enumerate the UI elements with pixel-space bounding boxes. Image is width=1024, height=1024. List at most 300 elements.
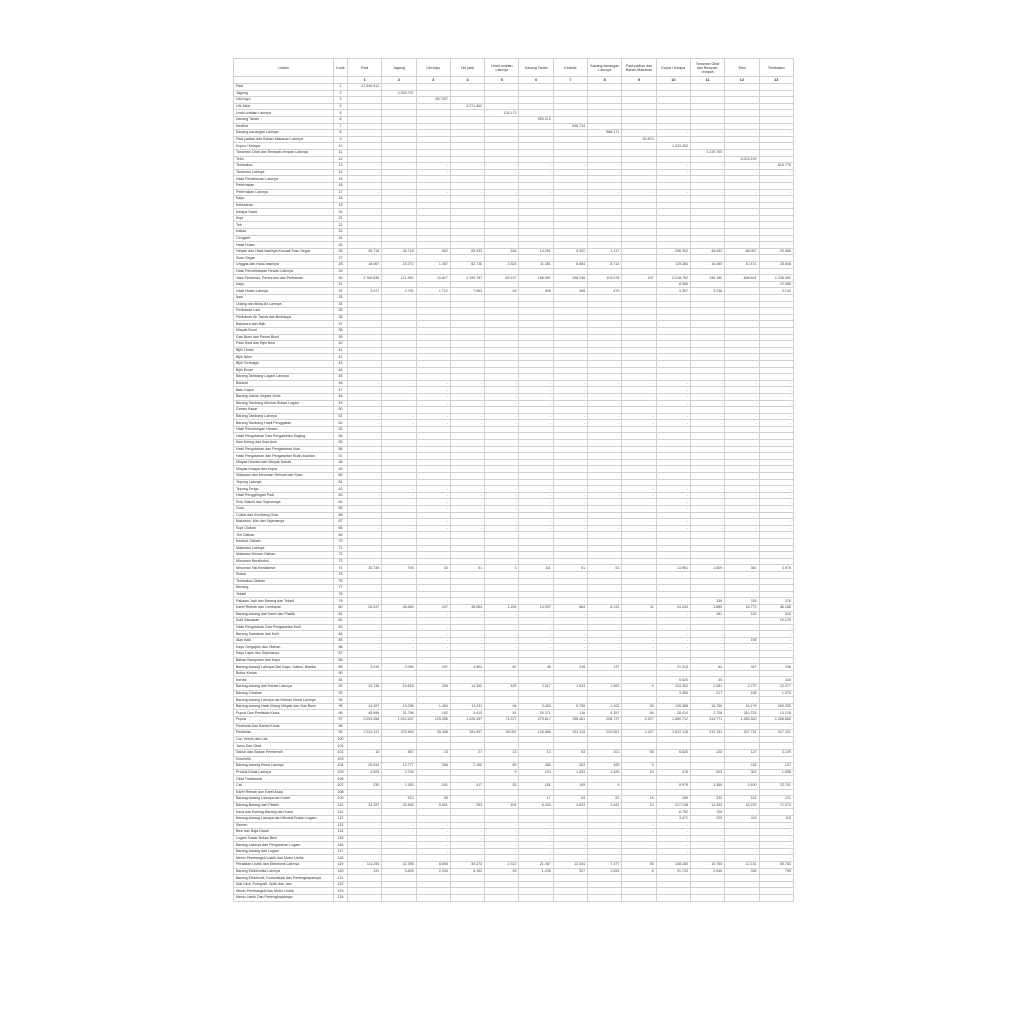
table-cell (519, 881, 553, 888)
row-label: Kulit Samakan (234, 618, 334, 625)
table-cell (450, 651, 484, 658)
row-code: 59 (334, 466, 348, 473)
table-cell (485, 888, 519, 895)
table-cell: 13.311 (450, 703, 484, 710)
table-cell (690, 657, 724, 664)
table-cell (519, 532, 553, 539)
table-cell (656, 446, 690, 453)
table-cell (553, 202, 587, 209)
table-cell (622, 453, 656, 460)
table-cell (416, 222, 450, 229)
io-table (233, 58, 794, 902)
table-cell: - (416, 835, 450, 842)
table-cell (485, 407, 519, 414)
table-cell (519, 677, 553, 684)
table-cell: - (485, 644, 519, 651)
table-cell: 5.620 (656, 677, 690, 684)
table-cell (553, 453, 587, 460)
table-cell: - (450, 723, 484, 730)
table-cell: - (485, 631, 519, 638)
table-cell (382, 327, 416, 334)
table-cell: - (416, 486, 450, 493)
table-cell (382, 367, 416, 374)
table-cell (519, 156, 553, 163)
table-row (234, 262, 794, 269)
table-cell (450, 578, 484, 585)
table-cell: - (622, 829, 656, 836)
table-cell (519, 433, 553, 440)
table-cell: - (485, 829, 519, 836)
table-cell (450, 532, 484, 539)
row-code: 96 (334, 710, 348, 717)
table-cell (485, 136, 519, 143)
table-cell: - (519, 163, 553, 170)
table-cell (656, 301, 690, 308)
table-cell (553, 354, 587, 361)
table-cell: 6.131 (588, 604, 622, 611)
table-cell: - (759, 393, 793, 400)
table-cell: - (348, 848, 382, 855)
row-code: 108 (334, 789, 348, 796)
table-cell (382, 130, 416, 137)
table-cell (382, 651, 416, 658)
table-cell: - (450, 189, 484, 196)
table-cell (519, 90, 553, 97)
table-cell (588, 440, 622, 447)
row-code: 63 (334, 492, 348, 499)
table-cell (622, 176, 656, 183)
table-cell (519, 229, 553, 236)
table-cell: - (348, 387, 382, 394)
table-cell: - (416, 499, 450, 506)
table-cell (759, 182, 793, 189)
table-cell: - (759, 499, 793, 506)
row-label: Kacang-kacangan Lainnya (234, 130, 334, 137)
table-cell (690, 571, 724, 578)
table-cell (690, 202, 724, 209)
table-cell (725, 110, 759, 117)
table-cell (759, 585, 793, 592)
table-cell: - (759, 169, 793, 176)
row-code: 44 (334, 367, 348, 374)
row-label: Gas Bumi dan Panas Bumi (234, 334, 334, 341)
table-cell: - (622, 842, 656, 849)
table-cell: - (382, 842, 416, 849)
table-cell (588, 756, 622, 763)
table-cell: 2.190 (450, 763, 484, 770)
column-number: 13 (759, 77, 793, 84)
table-cell: - (416, 380, 450, 387)
table-cell (725, 888, 759, 895)
table-cell (725, 670, 759, 677)
table-cell (553, 690, 587, 697)
table-cell: - (759, 631, 793, 638)
table-cell: - (519, 499, 553, 506)
table-cell: - (656, 130, 690, 137)
table-cell (485, 473, 519, 480)
table-cell (416, 809, 450, 816)
table-cell: - (759, 835, 793, 842)
table-cell (588, 360, 622, 367)
table-cell (382, 347, 416, 354)
table-row (234, 690, 794, 697)
table-cell: 6.620 (656, 749, 690, 756)
table-cell: 125.356 (416, 717, 450, 724)
table-cell (519, 756, 553, 763)
table-cell (485, 677, 519, 684)
row-label: Teh Olahan (234, 532, 334, 539)
table-row (234, 196, 794, 203)
table-cell (759, 875, 793, 882)
table-cell: 246 (759, 664, 793, 671)
table-cell (553, 314, 587, 321)
row-label: Makanan Hewan Olahan (234, 552, 334, 559)
table-row (234, 862, 794, 869)
table-cell: - (416, 842, 450, 849)
table-cell (485, 426, 519, 433)
row-code: 9 (334, 136, 348, 143)
table-cell (622, 308, 656, 315)
table-cell: 191.997 (450, 730, 484, 737)
table-cell: 9 (622, 684, 656, 691)
table-cell (759, 90, 793, 97)
table-cell: 1.043.452 (656, 143, 690, 150)
table-row (234, 453, 794, 460)
table-cell: 25.371 (519, 710, 553, 717)
table-cell: 1.712 (416, 288, 450, 295)
row-label: Barang Galian Segala Jenis (234, 393, 334, 400)
table-cell (348, 875, 382, 882)
table-cell: - (759, 637, 793, 644)
row-code: 104 (334, 763, 348, 770)
table-cell: 513 (382, 796, 416, 803)
row-label: Barang-barang Hasil Kilang Minyak dan Gas Bumi (234, 703, 334, 710)
table-cell: 55 (416, 796, 450, 803)
table-cell (553, 446, 587, 453)
table-cell: - (725, 400, 759, 407)
table-cell (690, 558, 724, 565)
row-label: Barang-barang Lainnya dari Karet (234, 796, 334, 803)
table-cell (450, 769, 484, 776)
table-cell: 534 (485, 248, 519, 255)
table-cell: - (382, 519, 416, 526)
table-cell (382, 334, 416, 341)
row-code: 90 (334, 670, 348, 677)
table-cell: - (416, 492, 450, 499)
table-cell (690, 314, 724, 321)
table-cell (450, 512, 484, 519)
table-cell: - (348, 519, 382, 526)
table-cell (656, 354, 690, 361)
table-cell (416, 182, 450, 189)
table-row (234, 585, 794, 592)
table-cell (416, 314, 450, 321)
table-row (234, 387, 794, 394)
row-code: 1 (334, 84, 348, 91)
table-cell (690, 426, 724, 433)
column-header: Tembakau (759, 59, 793, 77)
table-cell (348, 327, 382, 334)
column-header: Tanaman Obat dan Rempah-rempah (690, 59, 724, 77)
table-cell: 3.471 (656, 815, 690, 822)
table-cell: - (759, 387, 793, 394)
table-cell (348, 255, 382, 262)
table-cell: - (588, 598, 622, 605)
table-cell (656, 651, 690, 658)
table-row (234, 400, 794, 407)
table-cell: - (485, 637, 519, 644)
table-cell (690, 459, 724, 466)
table-cell (416, 433, 450, 440)
row-code: 124 (334, 895, 348, 902)
table-cell: 1.117 (588, 248, 622, 255)
table-cell: - (382, 829, 416, 836)
table-cell (622, 235, 656, 242)
table-cell: 10 (622, 802, 656, 809)
table-cell (553, 888, 587, 895)
table-cell: - (519, 400, 553, 407)
table-cell: - (759, 842, 793, 849)
table-cell (416, 545, 450, 552)
table-cell (519, 618, 553, 625)
row-label: Ikan (234, 295, 334, 302)
table-cell: - (725, 723, 759, 730)
table-cell: 17 (519, 796, 553, 803)
table-cell: - (485, 420, 519, 427)
table-cell (622, 756, 656, 763)
table-cell: - (656, 163, 690, 170)
table-cell: - (519, 842, 553, 849)
row-label: Obat Tradisional (234, 776, 334, 783)
table-cell: 608.624 (725, 275, 759, 282)
table-cell (690, 90, 724, 97)
table-cell: 65.333 (450, 248, 484, 255)
table-cell (725, 591, 759, 598)
table-cell (553, 585, 587, 592)
table-cell (416, 215, 450, 222)
table-cell (450, 202, 484, 209)
table-row (234, 684, 794, 691)
table-cell: 107 (622, 275, 656, 282)
table-cell (588, 196, 622, 203)
table-cell: - (416, 189, 450, 196)
table-cell: 15.179 (725, 703, 759, 710)
table-cell (485, 459, 519, 466)
table-cell (725, 374, 759, 381)
table-cell: - (622, 499, 656, 506)
table-cell (348, 657, 382, 664)
table-cell (588, 136, 622, 143)
table-cell (348, 407, 382, 414)
table-cell (348, 756, 382, 763)
row-code: 60 (334, 473, 348, 480)
table-cell: 121 (759, 796, 793, 803)
table-cell: - (348, 492, 382, 499)
table-cell (348, 367, 382, 374)
table-row (234, 796, 794, 803)
table-cell (519, 591, 553, 598)
table-cell: - (725, 486, 759, 493)
table-cell: - (348, 413, 382, 420)
table-cell: - (588, 387, 622, 394)
table-cell (588, 321, 622, 328)
table-cell (690, 334, 724, 341)
table-cell (725, 327, 759, 334)
table-cell (416, 202, 450, 209)
table-cell (553, 360, 587, 367)
table-cell (759, 202, 793, 209)
table-cell: 2.545 (690, 868, 724, 875)
table-cell: 14 (622, 796, 656, 803)
row-code: 64 (334, 499, 348, 506)
table-cell: - (382, 525, 416, 532)
table-cell (519, 578, 553, 585)
table-cell (553, 229, 587, 236)
table-cell: - (725, 506, 759, 513)
table-cell (656, 459, 690, 466)
table-cell: - (485, 624, 519, 631)
table-cell: - (553, 723, 587, 730)
row-code: 6 (334, 116, 348, 123)
table-cell: - (348, 380, 382, 387)
table-cell: - (725, 822, 759, 829)
row-code: 33 (334, 295, 348, 302)
table-cell: 1.420 (588, 769, 622, 776)
table-cell (656, 90, 690, 97)
table-cell (416, 176, 450, 183)
table-cell (416, 103, 450, 110)
table-cell (725, 756, 759, 763)
table-cell (485, 532, 519, 539)
table-cell: - (622, 855, 656, 862)
table-cell (450, 558, 484, 565)
table-cell (416, 90, 450, 97)
table-cell (450, 677, 484, 684)
row-code: 107 (334, 782, 348, 789)
table-cell: 108.246 (553, 275, 587, 282)
table-cell (382, 459, 416, 466)
table-cell: 275.617 (519, 717, 553, 724)
table-cell (519, 690, 553, 697)
table-cell: 2.094.358 (348, 717, 382, 724)
table-cell: - (416, 413, 450, 420)
column-number: 12 (725, 77, 759, 84)
table-cell (759, 657, 793, 664)
table-row (234, 888, 794, 895)
table-cell (656, 670, 690, 677)
table-cell (382, 538, 416, 545)
table-cell: - (725, 644, 759, 651)
table-cell (485, 314, 519, 321)
table-cell (416, 156, 450, 163)
table-cell (622, 301, 656, 308)
table-cell (485, 360, 519, 367)
table-cell: 28.648 (759, 262, 793, 269)
table-cell (690, 341, 724, 348)
table-cell: - (553, 420, 587, 427)
table-cell (450, 235, 484, 242)
table-cell (553, 512, 587, 519)
row-code: 55 (334, 440, 348, 447)
column-header: Kopra / Kelapa (656, 59, 690, 77)
table-cell: - (725, 169, 759, 176)
table-cell: - (759, 525, 793, 532)
table-cell (759, 756, 793, 763)
table-row (234, 776, 794, 783)
table-cell (656, 743, 690, 750)
row-code: 101 (334, 743, 348, 750)
table-cell (690, 875, 724, 882)
table-cell (382, 229, 416, 236)
table-cell: - (588, 611, 622, 618)
table-cell (553, 651, 587, 658)
table-cell (725, 440, 759, 447)
table-cell: - (348, 822, 382, 829)
table-cell: - (519, 835, 553, 842)
table-cell: 376 (759, 598, 793, 605)
row-code: 106 (334, 776, 348, 783)
table-cell: 1.102 (588, 703, 622, 710)
row-label: Bijih Emas (234, 367, 334, 374)
row-label: Peternakan (234, 182, 334, 189)
table-cell: 51 (450, 565, 484, 572)
table-cell (485, 512, 519, 519)
table-cell (416, 354, 450, 361)
table-cell (416, 670, 450, 677)
table-cell: - (519, 492, 553, 499)
table-cell (416, 479, 450, 486)
table-cell (622, 446, 656, 453)
table-cell (450, 367, 484, 374)
table-cell (485, 578, 519, 585)
table-cell: - (450, 637, 484, 644)
table-cell (348, 743, 382, 750)
table-cell (382, 182, 416, 189)
table-cell: 6.898 (416, 862, 450, 869)
table-cell (485, 446, 519, 453)
table-cell: - (416, 611, 450, 618)
table-cell: 1.838 (759, 769, 793, 776)
table-cell (656, 295, 690, 302)
row-code: 42 (334, 354, 348, 361)
table-cell (690, 182, 724, 189)
table-cell (622, 512, 656, 519)
table-cell: - (656, 387, 690, 394)
table-row (234, 202, 794, 209)
table-cell (759, 308, 793, 315)
table-cell (656, 585, 690, 592)
table-cell: - (759, 723, 793, 730)
row-label: Barang-barang Lainnya Dari Kayu, Gabus, Bambu (234, 664, 334, 671)
table-cell (690, 763, 724, 770)
table-cell (622, 888, 656, 895)
table-cell (348, 301, 382, 308)
table-cell (656, 789, 690, 796)
table-cell (519, 202, 553, 209)
row-code: 65 (334, 506, 348, 513)
table-cell: - (553, 598, 587, 605)
row-label: Hasil Perkebunan Lainnya (234, 176, 334, 183)
table-cell: 2.927 (622, 717, 656, 724)
table-cell (348, 176, 382, 183)
table-cell (725, 116, 759, 123)
table-cell (485, 881, 519, 888)
table-cell: 181 (690, 611, 724, 618)
table-cell (656, 202, 690, 209)
table-cell: - (519, 519, 553, 526)
table-cell (348, 578, 382, 585)
table-cell (382, 314, 416, 321)
